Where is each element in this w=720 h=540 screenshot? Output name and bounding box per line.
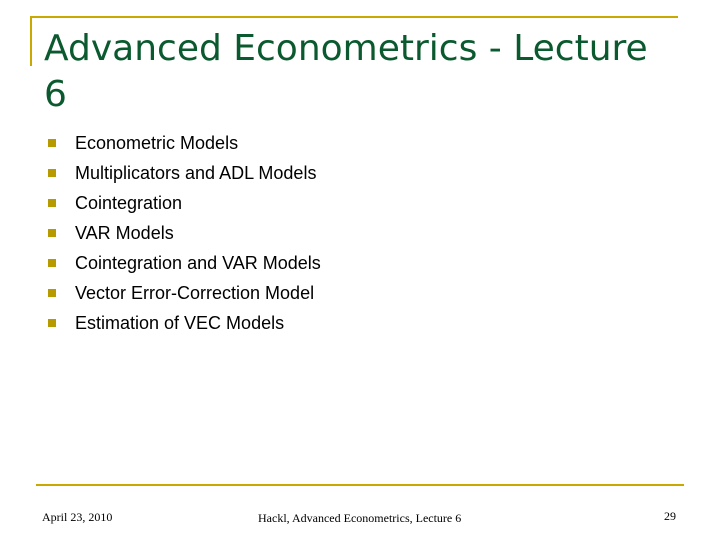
list-item-label: Vector Error-Correction Model: [75, 282, 315, 303]
top-frame-line: [30, 16, 678, 18]
slide-title: Advanced Econometrics - Lecture 6: [44, 26, 674, 118]
list-item: [46, 188, 321, 218]
footer-course-label: Hackl, Advanced Econometrics, Lecture 6: [258, 511, 462, 525]
square-bullet-icon: [48, 229, 56, 237]
list-item-label: VAR Models: [75, 222, 174, 243]
square-bullet-icon: [48, 199, 56, 207]
footer-date: April 23, 2010: [42, 510, 113, 524]
list-item: [46, 278, 321, 308]
list-item-label: Cointegration and VAR Models: [75, 252, 321, 273]
footer-divider: [36, 484, 684, 486]
square-bullet-icon: [48, 319, 56, 327]
list-item-label: Cointegration: [75, 192, 183, 213]
list-item-label: Multiplicators and ADL Models: [75, 162, 317, 183]
list-item: [46, 248, 321, 278]
square-bullet-icon: [48, 289, 56, 297]
list-item-label: Estimation of VEC Models: [75, 312, 285, 333]
list-item: [46, 128, 321, 158]
list-item: [46, 158, 321, 188]
list-item: [46, 308, 321, 338]
left-frame-line: [30, 16, 32, 66]
square-bullet-icon: [48, 139, 56, 147]
list-item: [46, 218, 321, 248]
list-item-label: Econometric Models: [75, 132, 239, 153]
bullet-list: [46, 128, 321, 338]
square-bullet-icon: [48, 169, 56, 177]
square-bullet-icon: [48, 259, 56, 267]
page-number: 29: [664, 509, 676, 523]
